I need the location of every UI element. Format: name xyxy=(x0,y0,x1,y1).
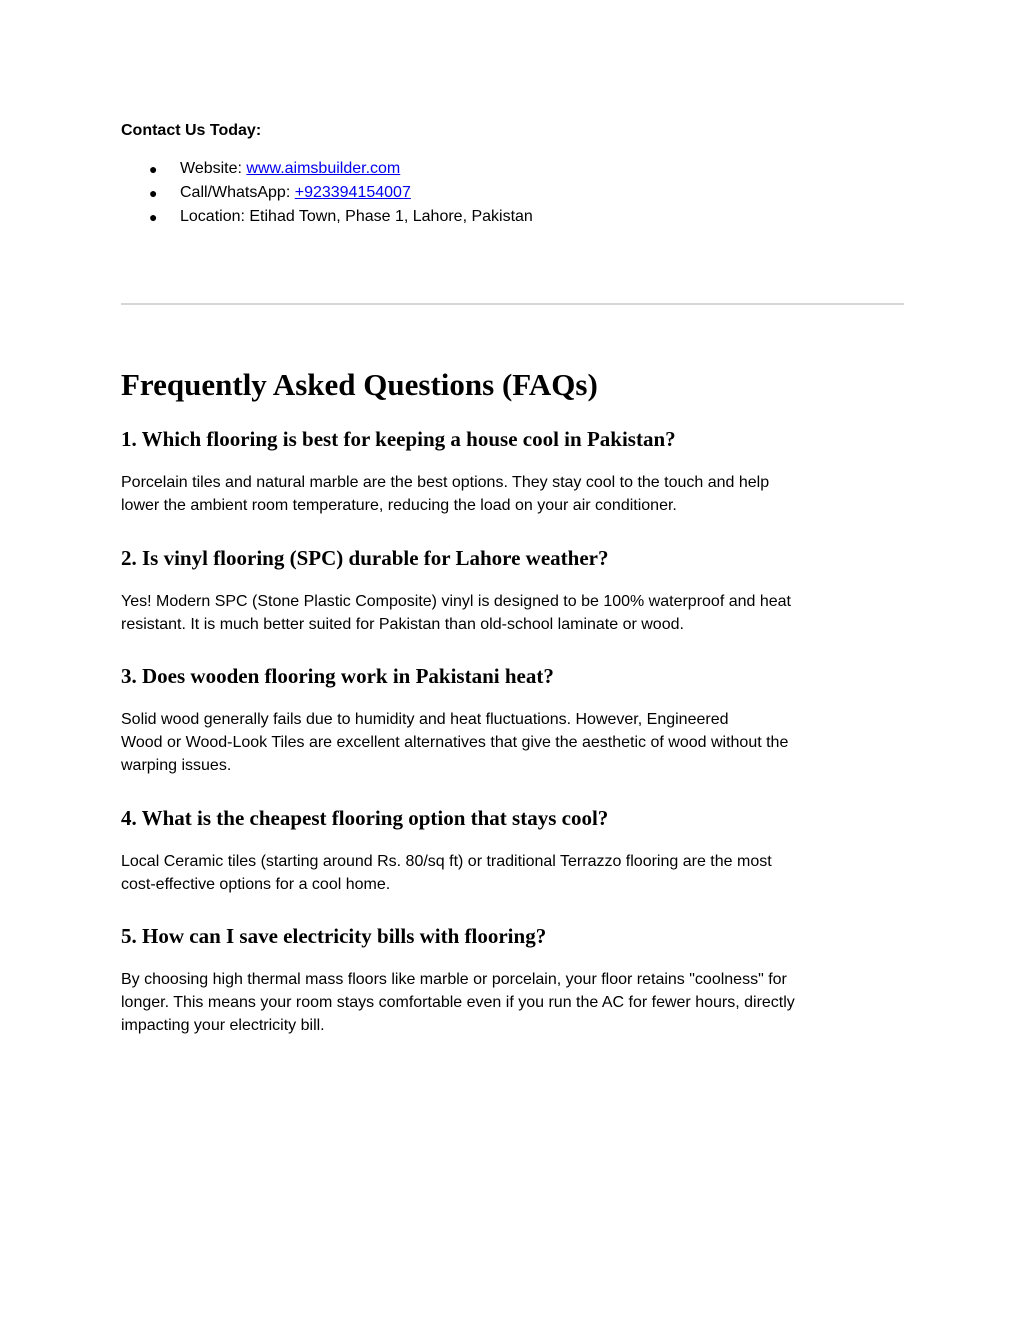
answer-line: warping issues. xyxy=(121,757,232,774)
list-item-phone xyxy=(121,181,533,205)
bullet-icon: ● xyxy=(149,161,158,177)
faq-question: 3. Does wooden flooring work in Pakistani heat? xyxy=(121,664,554,688)
faq-item-3 xyxy=(121,663,905,777)
contact-list xyxy=(121,157,533,229)
answer-line: impacting your electricity bill. xyxy=(121,1017,325,1034)
faq-title: Frequently Asked Questions (FAQs) xyxy=(121,367,598,402)
faq-question: 4. What is the cheapest flooring option that stays cool? xyxy=(121,806,609,830)
location-text: Location: Etihad Town, Phase 1, Lahore, Pakistan xyxy=(180,208,533,225)
answer-line: longer. This means your room stays comfortable even if you run the AC for fewer hours, directly xyxy=(121,994,795,1011)
answer-line: Solid wood generally fails due to humidity and heat fluctuations. However, Engineered xyxy=(121,711,729,728)
website-link[interactable]: www.aimsbuilder.com xyxy=(246,160,401,177)
phone-link[interactable]: +923394154007 xyxy=(294,184,411,201)
answer-line: lower the ambient room temperature, reducing the load on your air conditioner. xyxy=(121,497,677,514)
list-item-website xyxy=(121,157,533,181)
phone-label: Call/WhatsApp: xyxy=(180,184,295,201)
bullet-icon: ● xyxy=(149,185,158,201)
faq-question: 2. Is vinyl flooring (SPC) durable for Lahore weather? xyxy=(121,546,609,570)
faq-item-2 xyxy=(121,545,905,636)
faq-item-5 xyxy=(121,923,905,1037)
answer-line: Wood or Wood-Look Tiles are excellent alternatives that give the aesthetic of wood without the xyxy=(121,734,789,751)
faq-answer xyxy=(121,968,905,1037)
faq-answer xyxy=(121,850,905,896)
website-label: Website: xyxy=(180,160,247,177)
answer-line: Yes! Modern SPC (Stone Plastic Composite) vinyl is designed to be 100% waterproof and heat xyxy=(121,593,791,610)
answer-line: Local Ceramic tiles (starting around Rs. 80/sq ft) or traditional Terrazzo flooring are the most xyxy=(121,853,772,870)
answer-line: Porcelain tiles and natural marble are the best options. They stay cool to the touch and help xyxy=(121,474,770,491)
faq-answer xyxy=(121,471,905,517)
faq-question: 1. Which flooring is best for keeping a house cool in Pakistan? xyxy=(121,427,676,451)
answer-line: By choosing high thermal mass floors like marble or porcelain, your floor retains "coolness" for xyxy=(121,971,787,988)
bullet-icon: ● xyxy=(149,209,158,225)
faq-item-4 xyxy=(121,805,905,896)
contact-heading: Contact Us Today: xyxy=(121,122,262,139)
faq-answer xyxy=(121,590,905,636)
faq-item-1 xyxy=(121,426,905,517)
answer-line: cost-effective options for a cool home. xyxy=(121,876,391,893)
faq-answer xyxy=(121,708,905,777)
horizontal-divider xyxy=(121,303,904,305)
list-item-location xyxy=(121,205,533,229)
answer-line: resistant. It is much better suited for Pakistan than old-school laminate or wood. xyxy=(121,616,684,633)
faq-question: 5. How can I save electricity bills with flooring? xyxy=(121,924,547,948)
